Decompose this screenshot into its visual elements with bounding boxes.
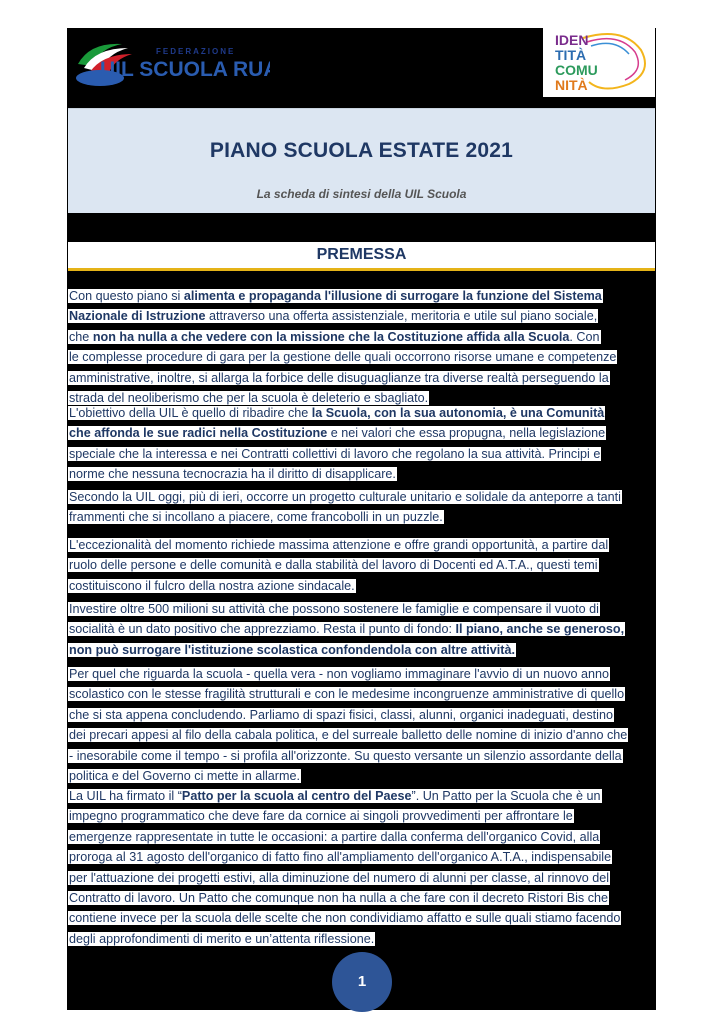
text-line (68, 684, 655, 704)
document-subtitle: La scheda di sintesi della UIL Scuola (256, 187, 467, 201)
text-run: ”. Un Patto per la Scuola che è un (411, 789, 601, 803)
section-heading-premessa: PREMESSA (68, 242, 655, 271)
text-line (68, 444, 655, 464)
text-run: L'obiettivo della UIL è quello di ribadire che (69, 406, 312, 420)
text-line (68, 908, 655, 928)
text-run: degli approfondimenti di merito e un’attenta riflessione. (69, 931, 375, 946)
text-line-highlight (68, 769, 301, 783)
text-line (68, 507, 655, 527)
text-run: ruolo delle persone e delle comunità e dalla stabilità del lavoro di Docenti ed A.T.A., questi temi (69, 558, 598, 573)
text-run: socialità è un dato positivo che apprezziamo. Resta il punto di fondo: (69, 622, 456, 637)
text-run: e nei valori che essa propugna, nella legislazione (327, 426, 606, 441)
page-number: 1 (332, 952, 392, 1012)
text-line-highlight (68, 538, 609, 552)
text-line-highlight (68, 426, 606, 440)
text-line (68, 888, 655, 908)
text-line-highlight (68, 350, 617, 364)
text-run: Investire oltre 500 milioni su attività che possono sostenere le famiglie e compensare il vuoto di (69, 602, 599, 616)
text-line-highlight (68, 447, 601, 461)
paragraph (68, 535, 655, 596)
text-run: scolastico con le stesse fragilità strutturali e con le medesime incongruenze amministrative di quello (69, 687, 625, 702)
paragraph (68, 286, 655, 408)
bold-text-run: Patto per la scuola al centro del Paese (181, 789, 412, 803)
text-line (68, 868, 655, 888)
text-line (68, 555, 655, 575)
text-run: . Con (569, 329, 600, 344)
text-line (68, 664, 655, 684)
text-line-highlight (68, 371, 610, 385)
bold-text-run: alimenta e propaganda l'illusione di surrogare la funzione del Sistema (183, 289, 602, 303)
text-line (68, 576, 655, 596)
text-line-highlight (68, 871, 610, 885)
text-line-highlight (68, 467, 397, 481)
logo-federazione-text: FEDERAZIONE (156, 47, 236, 56)
svg-text:NITÀ: NITÀ (555, 77, 588, 93)
text-line (68, 423, 655, 443)
text-line-highlight (68, 309, 598, 323)
text-run: amministrative, inoltre, si allarga la forbice delle disuguaglianze tra diverse realtà perseguendo la (69, 370, 609, 385)
text-line (68, 327, 655, 347)
paragraph (68, 487, 655, 528)
text-run: emergenze rappresentate in tutte le occasioni: a partire dalla conferma dell'organico Covid, alla (69, 829, 600, 844)
text-line (68, 827, 655, 847)
bold-text-run: Nazionale di Istruzione (69, 309, 206, 324)
svg-text:IDEN: IDEN (555, 32, 589, 48)
text-line-highlight (68, 830, 600, 844)
text-line (68, 403, 655, 423)
text-line-highlight (68, 708, 614, 722)
text-line (68, 464, 655, 484)
text-line (68, 725, 655, 745)
text-run: speciale che la interessa e nei Contratti collettivi di lavoro che regolano la sua attività. Principi e (69, 446, 601, 461)
paragraph (68, 599, 655, 660)
text-run: costituiscono il fulcro della nostra azione sindacale. (69, 578, 355, 593)
text-run: attraverso una offerta assistenziale, meritoria e utile sul piano sociale, (205, 309, 598, 324)
text-line (68, 286, 655, 306)
text-run: Contratto di lavoro. Un Patto che comunque non ha nulla a che fare con il decreto Ristori Bis che (69, 890, 609, 905)
text-line-highlight (68, 850, 612, 864)
bold-text-run: Il piano, anche se generoso, (455, 622, 625, 637)
title-box (68, 108, 655, 213)
text-run: strada del neoliberismo che per la scuola è deleterio e sbagliato. (69, 390, 429, 405)
text-run: frammenti che si incollano a piacere, come francobolli in un puzzle. (69, 510, 443, 525)
text-line-highlight (68, 289, 603, 303)
text-line (68, 929, 655, 949)
text-line (68, 599, 655, 619)
text-line-highlight (68, 490, 622, 504)
text-line-highlight (68, 643, 516, 657)
svg-text:COMU: COMU (555, 62, 598, 78)
text-run: L'eccezionalità del momento richiede massima attenzione e offre grandi opportunità, a partire dal (69, 538, 609, 552)
text-line-highlight (68, 406, 605, 420)
text-line-highlight (68, 622, 625, 636)
text-run: Secondo la UIL oggi, più di ieri, occorre un progetto culturale unitario e solidale da anteporre a tanti (69, 490, 621, 504)
uil-scuola-rua-logo (70, 34, 270, 94)
text-run: politica e del Governo ci mette in allarme. (69, 768, 300, 783)
logo-main-text: UIL SCUOLA RUA (100, 58, 270, 81)
text-line (68, 306, 655, 326)
bold-text-run: non può surrogare l'istituzione scolastica confondendola con altre attività. (69, 642, 515, 657)
text-line (68, 535, 655, 555)
bold-text-run: la Scuola, con la sua autonomia, è una Comunità (311, 406, 605, 420)
text-run: La UIL ha firmato il “ (69, 789, 182, 803)
text-line-highlight (68, 911, 621, 925)
text-line (68, 806, 655, 826)
text-line-highlight (68, 602, 600, 616)
paragraph (68, 664, 655, 786)
text-run: proroga al 31 agosto dell'organico di fatto fino all'ampliamento dell'organico A.T.A., indispensabile (69, 850, 612, 865)
text-run: - inesorabile come il tempo - si profila all'orizzonte. Su questo versante un silenzio assordante della (69, 748, 622, 763)
text-run: Per quel che riguarda la scuola - quella vera - non vogliamo immaginare l'avvio di un nuovo anno (69, 667, 610, 681)
text-line-highlight (68, 932, 375, 946)
bold-text-run: non ha nulla a che vedere con la missione che la Costituzione affida alla Scuola (92, 329, 570, 344)
text-line (68, 640, 655, 660)
text-run: dei precari appesi al filo della cabala politica, e del surreale balletto delle nomine di inizio d'anno che (69, 728, 628, 743)
text-line (68, 705, 655, 725)
text-run: le complesse procedure di gara per la gestione delle quali occorrono risorse umane e competenze (69, 350, 617, 365)
text-line (68, 766, 655, 786)
text-line (68, 619, 655, 639)
text-line (68, 847, 655, 867)
text-line-highlight (68, 558, 599, 572)
text-run: contiene invece per la scuola delle scelte che non condividiamo affatto e sulle quali stiamo facendo (69, 911, 621, 926)
identita-comunita-logo (543, 28, 655, 97)
text-run: norme che nessuna tecnocrazia ha il diritto di disapplicare. (69, 467, 396, 482)
text-line-highlight (68, 728, 628, 742)
text-line-highlight (68, 510, 444, 524)
paragraph (68, 786, 655, 949)
text-line-highlight (68, 687, 625, 701)
text-line-highlight (68, 579, 356, 593)
text-run: che si sta appena concludendo. Parliamo di spazi fisici, classi, alunni, organici inadeguati, destino (69, 707, 613, 722)
text-run: per l'attuazione dei progetti estivi, alla diminuzione del numero di alunni per classe, al rinnovo del (69, 870, 610, 885)
text-line (68, 487, 655, 507)
paragraph (68, 403, 655, 485)
svg-text:TITÀ: TITÀ (555, 47, 587, 63)
bold-text-run: che affonda le sue radici nella Costituzione (69, 426, 328, 441)
text-line-highlight (68, 749, 623, 763)
text-line-highlight (68, 809, 574, 823)
text-run: Con questo piano si (69, 289, 184, 303)
text-line (68, 786, 655, 806)
text-line (68, 368, 655, 388)
text-line (68, 347, 655, 367)
text-run: impegno programmatico che deve fare da cornice ai singoli provvedimenti per affrontare le (69, 809, 573, 824)
document-title: PIANO SCUOLA ESTATE 2021 (209, 139, 514, 162)
text-line-highlight (68, 667, 610, 681)
text-line-highlight (68, 330, 601, 344)
text-line-highlight (68, 789, 602, 803)
text-run: che (69, 329, 93, 344)
text-line-highlight (68, 891, 609, 905)
text-line (68, 746, 655, 766)
